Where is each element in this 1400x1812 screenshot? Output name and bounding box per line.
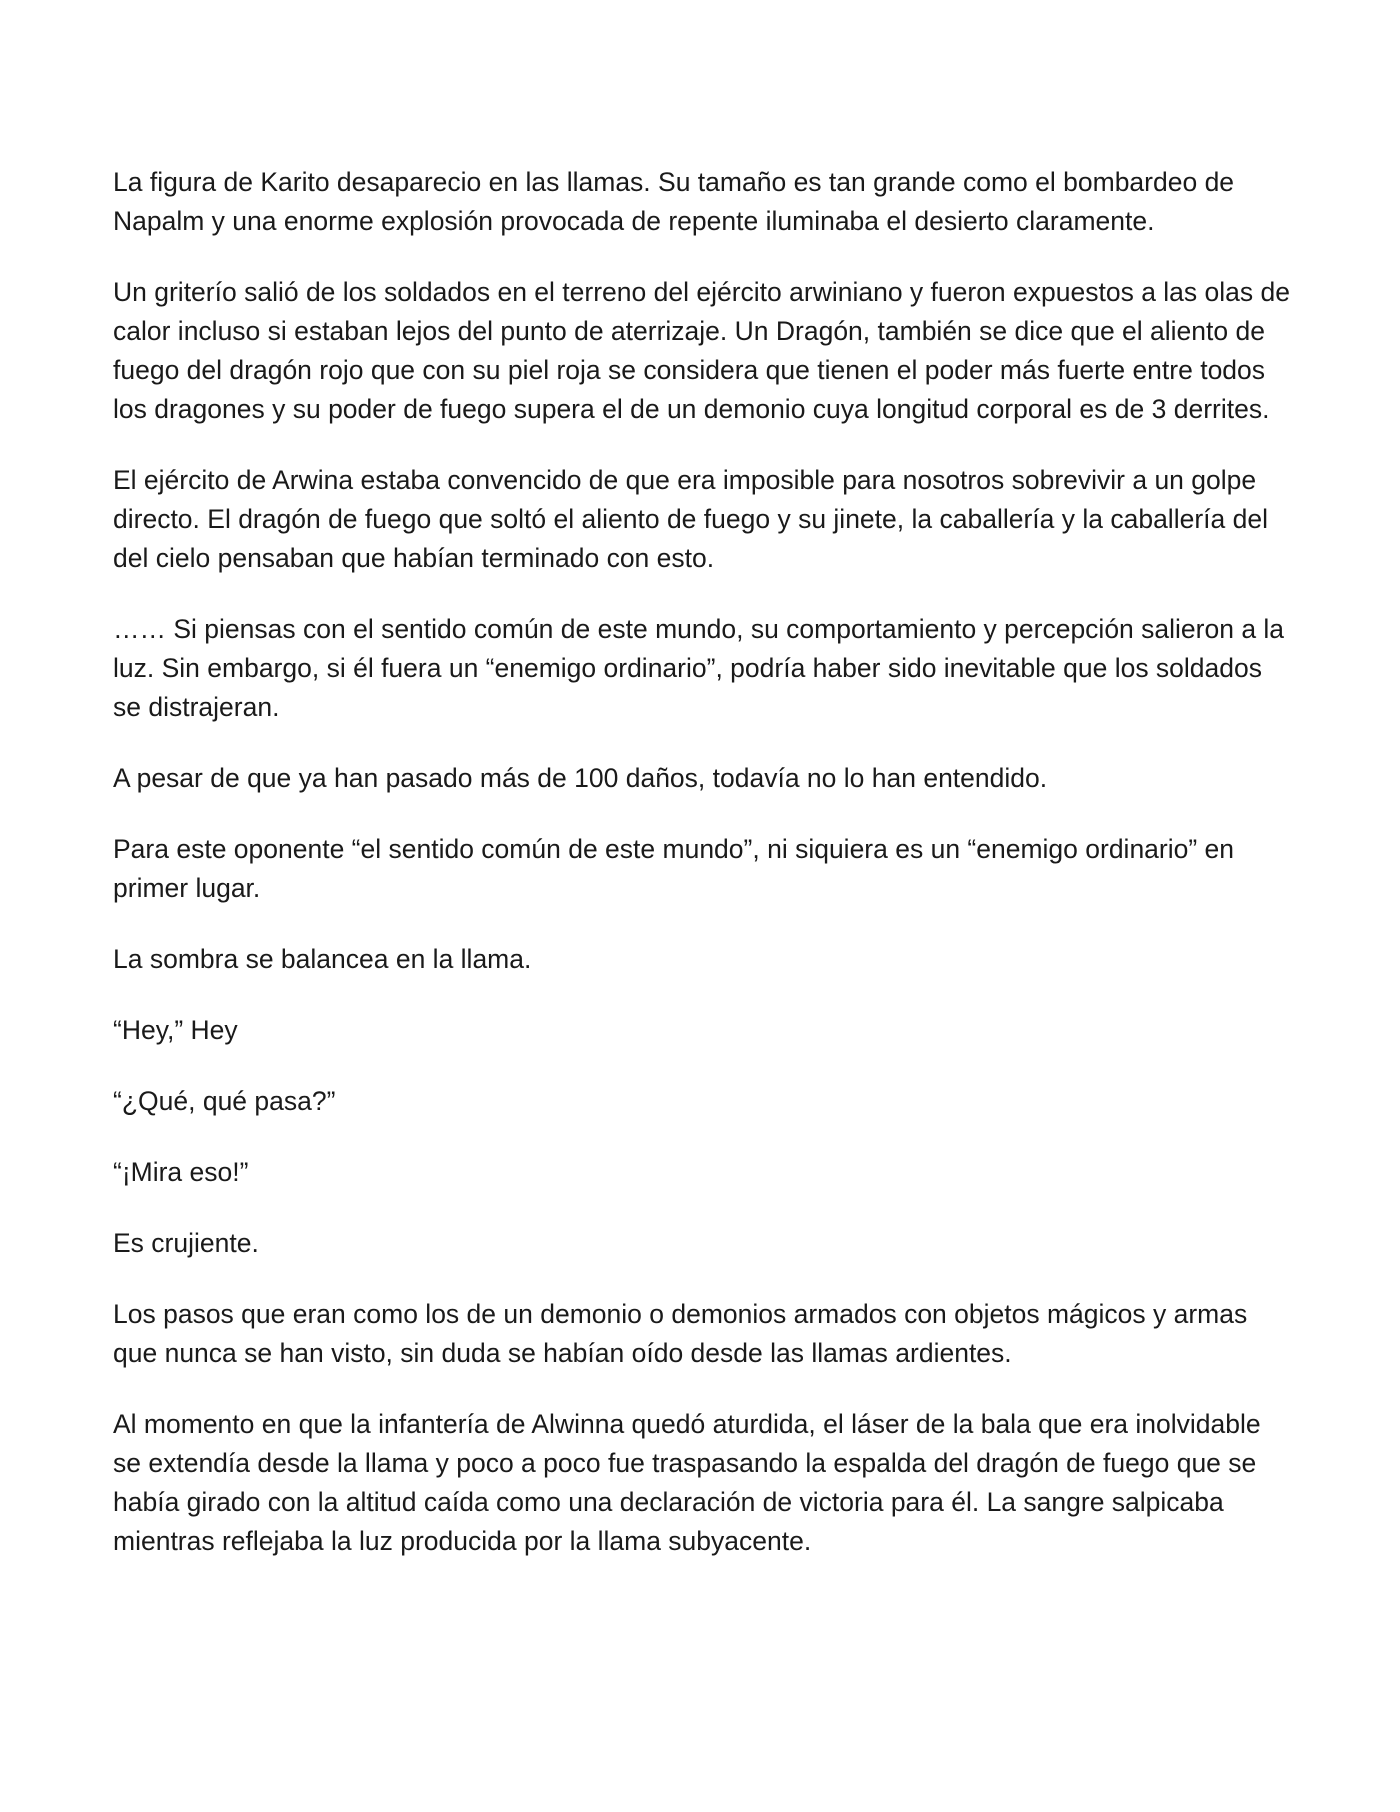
paragraph: Los pasos que eran como los de un demonio o demonios armados con objetos mágicos y armas que nunca se han visto, sin duda se habían oído desde las llamas ardientes.: [113, 1299, 1248, 1368]
paragraph: Para este oponente “el sentido común de este mundo”, ni siquiera es un “enemigo ordinario” en primer lugar.: [113, 834, 1235, 903]
paragraph: “¿Qué, qué pasa?”: [113, 1086, 336, 1116]
paragraph: Es crujiente.: [113, 1228, 259, 1258]
paragraph: Al momento en que la infantería de Alwinna quedó aturdida, el láser de la bala que era inolvidable se extendía desde la llama y poco a poco fue traspasando la espalda del dragón de fuego que se había girado con la altitud caída como una declaración de victoria para él. La sangre salpicaba mientras reflejaba la luz producida por la llama subyacente.: [113, 1409, 1261, 1556]
paragraph: Un griterío salió de los soldados en el terreno del ejército arwiniano y fueron expuestos a las olas de calor incluso si estaban lejos del punto de aterrizaje. Un Dragón, también se dice que el aliento de fuego del dragón rojo que con su piel roja se considera que tienen el poder más fuerte entre todos los dragones y su poder de fuego supera el de un demonio cuya longitud corporal es de 3 derrites.: [113, 277, 1290, 424]
paragraph: …… Si piensas con el sentido común de este mundo, su comportamiento y percepción salieron a la luz. Sin embargo, si él fuera un “enemigo ordinario”, podría haber sido inevitable que los soldados se distrajeran.: [113, 614, 1285, 722]
paragraph: A pesar de que ya han pasado más de 100 daños, todavía no lo han entendido.: [113, 763, 1048, 793]
paragraph: La figura de Karito desaparecio en las llamas. Su tamaño es tan grande como el bombardeo de Napalm y una enorme explosión provocada de repente iluminaba el desierto claramente.: [113, 167, 1235, 236]
document-body: [113, 163, 1293, 1593]
paragraph: El ejército de Arwina estaba convencido de que era imposible para nosotros sobrevivir a un golpe directo. El dragón de fuego que soltó el aliento de fuego y su jinete, la caballería y la caballería del del cielo pensaban que habían terminado con esto.: [113, 465, 1268, 573]
paragraph: “¡Mira eso!”: [113, 1157, 249, 1187]
paragraph: La sombra se balancea en la llama.: [113, 944, 532, 974]
paragraph: “Hey,” Hey: [113, 1015, 238, 1045]
